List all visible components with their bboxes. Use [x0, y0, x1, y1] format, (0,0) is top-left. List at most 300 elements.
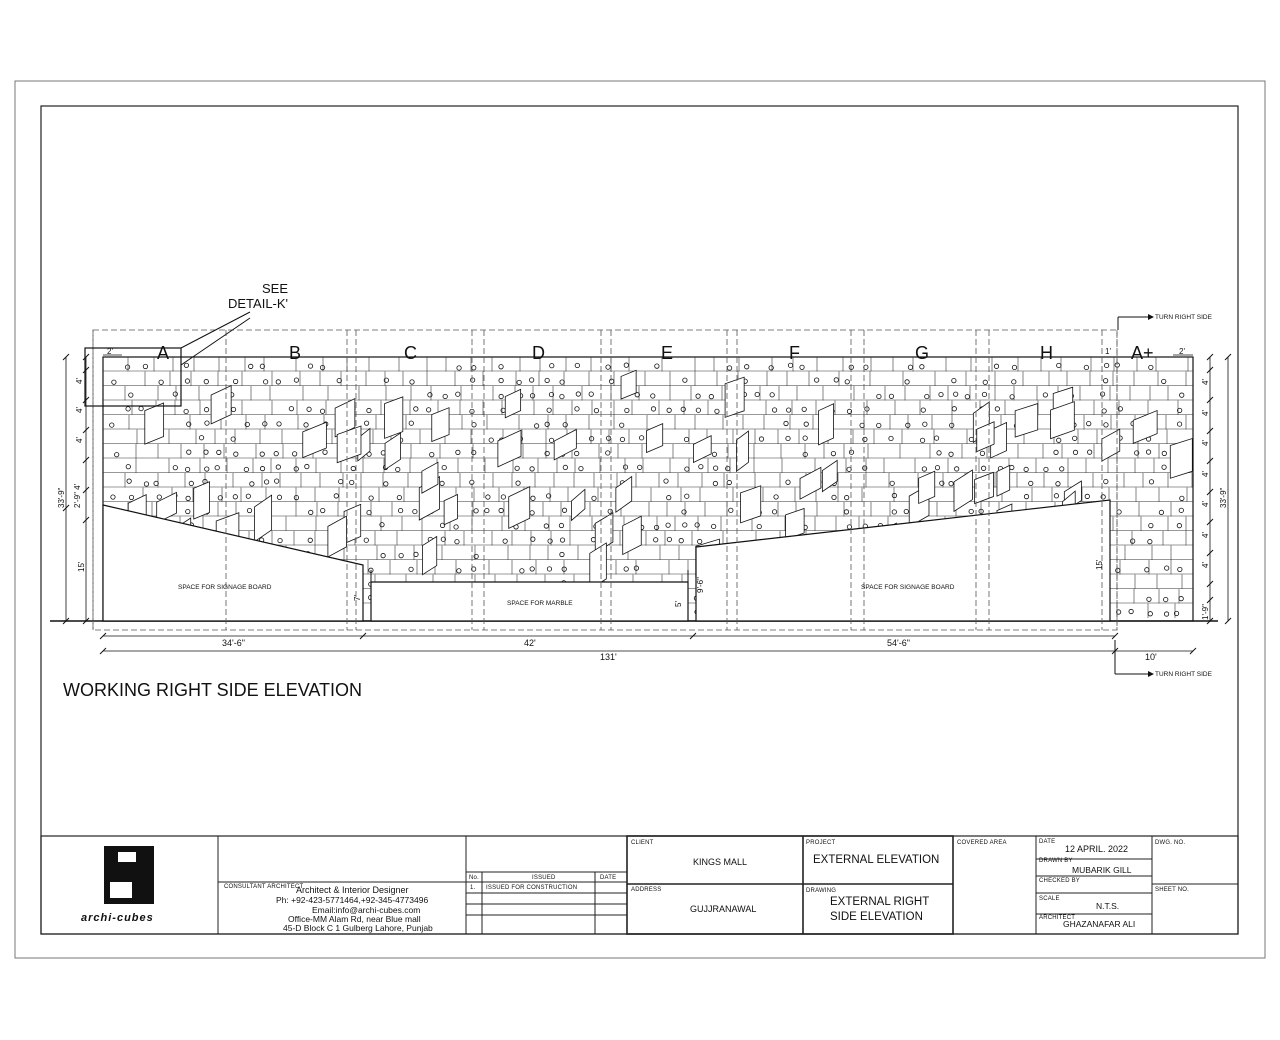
fixing-dot [563, 423, 567, 427]
fixing-dot [426, 408, 430, 412]
fixing-dot [1010, 395, 1014, 399]
dim-right-r2: 4' [1201, 410, 1210, 416]
fixing-dot [904, 509, 908, 513]
grid-label-a: A [157, 343, 170, 363]
fixing-dot [381, 553, 385, 557]
fixing-dot [1024, 467, 1028, 471]
fixing-dot [246, 494, 250, 498]
fixing-dot [560, 380, 564, 384]
fixing-dot [774, 495, 778, 499]
fixing-dot [1162, 451, 1166, 455]
zone-signage-right: SPACE FOR SIGNAGE BOARD [861, 584, 955, 591]
fixing-dot [770, 393, 774, 397]
fixing-dot [234, 452, 238, 456]
feature-panel [1133, 411, 1157, 444]
feature-panel [385, 397, 403, 438]
fixing-dot [545, 451, 549, 455]
fixing-dot [545, 422, 549, 426]
fixing-dot [547, 567, 551, 571]
fixing-dot [339, 479, 343, 483]
fixing-dot [308, 538, 312, 542]
fixing-dot [1087, 450, 1091, 454]
fixing-dot [530, 467, 534, 471]
fixing-dot [278, 538, 282, 542]
fixing-dot [456, 392, 460, 396]
fixing-dot [530, 511, 534, 515]
fixing-dot [667, 408, 671, 412]
feature-panel [328, 516, 347, 557]
fixing-dot [802, 407, 806, 411]
dim-5ft: 5' [674, 601, 683, 607]
fixing-dot [184, 363, 188, 367]
logo-wordmark: archi-cubes [81, 912, 154, 924]
fixing-dot [1164, 597, 1168, 601]
fixing-dot [127, 479, 131, 483]
fixing-dot [1054, 450, 1058, 454]
fixing-dot [800, 365, 804, 369]
fixing-dot [727, 366, 731, 370]
fixing-dot [609, 379, 613, 383]
fixing-dot [981, 466, 985, 470]
fixing-dot [217, 450, 221, 454]
fixing-dot [697, 539, 701, 543]
dim-right-r3: 4' [1201, 440, 1210, 446]
fixing-dot [769, 366, 773, 370]
fixing-dot [1179, 596, 1183, 600]
fixing-dot [844, 510, 848, 514]
dim-left-overall: 33'-9" [57, 487, 66, 508]
project-label: PROJECT [806, 840, 836, 846]
turn-right-top-arrow-icon [1148, 314, 1154, 320]
fixing-dot [545, 378, 549, 382]
fixing-dot [126, 407, 130, 411]
fixing-dot [667, 495, 671, 499]
dwg-no-label: DWG. NO. [1155, 840, 1186, 846]
fixing-dot [1179, 508, 1183, 512]
fixing-dot [726, 466, 730, 470]
feature-panel [432, 408, 449, 442]
fixing-dot [682, 510, 686, 514]
fixing-dot [111, 495, 115, 499]
fixing-dot [1159, 510, 1163, 514]
fixing-dot [574, 451, 578, 455]
fixing-dot [159, 380, 163, 384]
dim-bottom-2: 42' [524, 638, 536, 648]
grid-label-g: G [915, 343, 930, 363]
fixing-dot [832, 495, 836, 499]
fixing-dot [304, 423, 308, 427]
fixing-dot [139, 406, 143, 410]
dim-left-r3: 4' [75, 437, 84, 443]
dim-2ft-left: 2' [107, 347, 113, 356]
fixing-dot [501, 408, 505, 412]
fixing-dot [624, 363, 628, 367]
address-value: GUJJRANAWAL [690, 904, 757, 914]
fixing-dot [520, 569, 524, 573]
callout-leader-2 [181, 318, 250, 365]
rev-header-date: DATE [600, 875, 617, 881]
dim-bottom-3: 54'-6" [887, 638, 910, 648]
fixing-dot [685, 494, 689, 498]
fixing-dot [589, 437, 593, 441]
fixing-dot [1164, 612, 1168, 616]
fixing-dot [277, 495, 281, 499]
fixing-dot [935, 465, 939, 469]
fixing-dot [683, 378, 687, 382]
dim-bottom-total: 131' [600, 652, 617, 662]
fixing-dot [515, 466, 519, 470]
fixing-dot [1117, 510, 1121, 514]
fixing-dot [772, 510, 776, 514]
fixing-dot [863, 437, 867, 441]
fixing-dot [1057, 363, 1061, 367]
fixing-dot [925, 394, 929, 398]
fixing-dot [729, 508, 733, 512]
fixing-dot [367, 510, 371, 514]
fixing-dot [185, 379, 189, 383]
fixing-dot [1148, 612, 1152, 616]
fixing-dot [965, 395, 969, 399]
fixing-dot [397, 495, 401, 499]
fixing-dot [1148, 539, 1152, 543]
fixing-dot [654, 525, 658, 529]
fixing-dot [442, 465, 446, 469]
fixing-dot [940, 481, 944, 485]
fixing-dot [844, 495, 848, 499]
fixing-dot [231, 407, 235, 411]
fixing-dot [624, 567, 628, 571]
dim-7ft: 7' [353, 595, 362, 601]
fixing-dot [489, 438, 493, 442]
grid-label-b: B [289, 343, 302, 363]
fixing-dot [264, 480, 268, 484]
architect-value: GHAZANAFAR ALI [1063, 919, 1136, 929]
feature-panel [725, 377, 744, 417]
feature-panel [444, 495, 457, 525]
fixing-dot [1177, 422, 1181, 426]
fixing-dot [369, 496, 373, 500]
fixing-dot [560, 538, 564, 542]
feature-panel [800, 467, 821, 499]
fixing-dot [804, 422, 808, 426]
fixing-dot [1145, 568, 1149, 572]
fixing-dot [187, 450, 191, 454]
fixing-dot [457, 569, 461, 573]
grid-label-c: C [404, 343, 417, 363]
fixing-dot [173, 392, 177, 396]
fixing-dot [559, 523, 563, 527]
fixing-dot [534, 424, 538, 428]
fixing-dot [414, 407, 418, 411]
fixing-dot [713, 481, 717, 485]
date-label: DATE [1039, 839, 1056, 845]
fixing-dot [953, 392, 957, 396]
fixing-dot [547, 408, 551, 412]
fixing-dot [470, 378, 474, 382]
drawing-value-1: EXTERNAL RIGHT [830, 896, 930, 908]
fixing-dot [696, 408, 700, 412]
fixing-dot [457, 366, 461, 370]
fixing-dot [384, 482, 388, 486]
dim-right-r1: 4' [1201, 379, 1210, 385]
fixing-dot [1044, 467, 1048, 471]
fixing-dot [1054, 494, 1058, 498]
fixing-dot [364, 421, 368, 425]
dim-right-overall: 33'-9" [1219, 487, 1228, 508]
fixing-dot [651, 394, 655, 398]
checked-by-label: CHECKED BY [1039, 878, 1081, 884]
fixing-dot [428, 393, 432, 397]
fixing-dot [980, 451, 984, 455]
fixing-dot [695, 523, 699, 527]
fixing-dot [784, 421, 788, 425]
dim-right-r4: 4' [1201, 471, 1210, 477]
grid-label-a-plus: A+ [1131, 343, 1154, 363]
fixing-dot [908, 365, 912, 369]
fixing-dot [712, 452, 716, 456]
fixing-dot [144, 482, 148, 486]
fixing-dot [1024, 494, 1028, 498]
fixing-dot [185, 467, 189, 471]
fixing-dot [667, 537, 671, 541]
fixing-dot [409, 567, 413, 571]
feature-panel [211, 386, 231, 424]
see-detail-line2: DETAIL-K' [228, 296, 289, 311]
fixing-dot [454, 525, 458, 529]
fixing-dot [934, 436, 938, 440]
drawn-by-label: DRAWN BY [1039, 858, 1073, 864]
fixing-dot [634, 566, 638, 570]
fixing-dot [606, 365, 610, 369]
fixing-dot [474, 554, 478, 558]
fixing-dot [154, 481, 158, 485]
feature-panel [254, 495, 271, 542]
dim-bottom-1: 34'-6" [222, 638, 245, 648]
fixing-dot [563, 465, 567, 469]
fixing-dot [1149, 523, 1153, 527]
fixing-dot [969, 509, 973, 513]
fixing-dot [1087, 421, 1091, 425]
feature-panel [505, 389, 520, 417]
fixing-dot [560, 394, 564, 398]
fixing-dot [757, 524, 761, 528]
fixing-dot [575, 407, 579, 411]
fixing-dot [516, 481, 520, 485]
fixing-dot [715, 409, 719, 413]
fixing-dot [834, 378, 838, 382]
fixing-dot [114, 452, 118, 456]
fixing-dot [472, 423, 476, 427]
grid-label-h: H [1040, 343, 1053, 363]
fixing-dot [517, 380, 521, 384]
fixing-dot [620, 423, 624, 427]
fixing-dot [638, 465, 642, 469]
signage-opening-right [696, 500, 1110, 621]
fixing-dot [409, 421, 413, 425]
fixing-dot [499, 508, 503, 512]
fixing-dot [499, 394, 503, 398]
fixing-dot [623, 465, 627, 469]
fixing-dot [530, 567, 534, 571]
fixing-dot [576, 392, 580, 396]
fixing-dot [699, 464, 703, 468]
feature-panel [646, 424, 662, 453]
fixing-dot [1104, 363, 1108, 367]
fixing-dot [443, 394, 447, 398]
fixing-dot [247, 508, 251, 512]
feature-panel [498, 430, 521, 467]
fixing-dot [351, 466, 355, 470]
fixing-dot [1180, 393, 1184, 397]
fixing-dot [1010, 465, 1014, 469]
fixing-dot [277, 422, 281, 426]
fixing-dot [620, 437, 624, 441]
feature-panel [554, 429, 576, 459]
fixing-dot [157, 495, 161, 499]
fixing-dot [292, 452, 296, 456]
fixing-dot [727, 480, 731, 484]
fixing-dot [1012, 380, 1016, 384]
project-value: EXTERNAL ELEVATION [813, 854, 940, 866]
see-detail-line1: SEE [262, 281, 289, 296]
fixing-dot [849, 450, 853, 454]
fixing-dot [189, 481, 193, 485]
fixing-dot [639, 436, 643, 440]
fixing-dot [814, 378, 818, 382]
rev-row-1-issued: ISSUED FOR CONSTRUCTION [486, 885, 578, 891]
feature-panel [954, 470, 972, 511]
fixing-dot [309, 510, 313, 514]
fixing-dot [274, 479, 278, 483]
fixing-dot [308, 364, 312, 368]
fixing-dot [625, 408, 629, 412]
fixing-dot [550, 364, 554, 368]
fixing-dot [759, 437, 763, 441]
fixing-dot [1084, 365, 1088, 369]
fixing-dot [890, 481, 894, 485]
fixing-dot [260, 452, 264, 456]
drawing-label: DRAWING [806, 888, 837, 894]
fixing-dot [921, 408, 925, 412]
fixing-dot [380, 522, 384, 526]
fixing-dot [889, 394, 893, 398]
feature-panel [621, 370, 636, 399]
dim-right-r7: 4' [1201, 562, 1210, 568]
dim-left-lower: 15' [77, 561, 86, 572]
fixing-dot [364, 538, 368, 542]
date-value: 12 APRIL. 2022 [1065, 844, 1129, 854]
fixing-dot [367, 408, 371, 412]
fixing-dot [544, 524, 548, 528]
fixing-dot [456, 450, 460, 454]
fixing-dot [129, 495, 133, 499]
fixing-dot [1147, 597, 1151, 601]
consultant-label: CONSULTANT ARCHITECT [224, 884, 304, 890]
feature-panel [145, 403, 164, 444]
feature-panel [736, 431, 748, 471]
fixing-dot [949, 452, 953, 456]
fixing-dot [260, 466, 264, 470]
fixing-dot [562, 508, 566, 512]
feature-panel [1015, 404, 1038, 438]
fixing-dot [294, 495, 298, 499]
fixing-dot [205, 467, 209, 471]
fixing-dot [250, 482, 254, 486]
fixing-dot [501, 495, 505, 499]
dim-2ft-right: 2' [1179, 347, 1185, 356]
fixing-dot [396, 467, 400, 471]
feature-panel [385, 433, 400, 469]
fixing-dot [499, 378, 503, 382]
fixing-dot [892, 510, 896, 514]
fixing-dot [683, 523, 687, 527]
fixing-dot [1012, 365, 1016, 369]
consultant-office-1: Office-MM Alam Rd, near Blue mall [288, 914, 421, 924]
fixing-dot [204, 450, 208, 454]
fixing-dot [485, 508, 489, 512]
fixing-dot [503, 539, 507, 543]
fixing-dot [1073, 450, 1077, 454]
fixing-dot [679, 538, 683, 542]
fixing-dot [199, 436, 203, 440]
fixing-dot [654, 538, 658, 542]
turn-right-bottom-label: TURN RIGHT SIDE [1155, 671, 1212, 678]
fixing-dot [845, 380, 849, 384]
fixing-dot [307, 407, 311, 411]
feature-panel [616, 477, 632, 513]
sheet-no-label: SHEET NO. [1155, 887, 1190, 893]
grid-label-f: F [789, 343, 800, 363]
rev-header-issued: ISSUED [532, 875, 556, 881]
fixing-dot [560, 552, 564, 556]
fixing-dot [994, 364, 998, 368]
rev-row-1-no: 1. [470, 885, 476, 891]
fixing-dot [430, 452, 434, 456]
fixing-dot [995, 407, 999, 411]
fixing-dot [923, 422, 927, 426]
fixing-dot [982, 392, 986, 396]
fixing-dot [320, 365, 324, 369]
fixing-dot [803, 436, 807, 440]
fixing-dot [125, 365, 129, 369]
dim-9ft6: 9'-6" [696, 577, 705, 593]
fixing-dot [289, 406, 293, 410]
fixing-dot [548, 539, 552, 543]
fixing-dot [233, 379, 237, 383]
fixing-dot [983, 380, 987, 384]
fixing-dot [263, 380, 267, 384]
archi-cubes-logo-icon [100, 846, 156, 908]
fixing-dot [592, 496, 596, 500]
fixing-dot [755, 392, 759, 396]
fixing-dot [1060, 467, 1064, 471]
fixing-dot [1162, 465, 1166, 469]
feature-panel [919, 471, 935, 503]
fixing-dot [350, 480, 354, 484]
drawing-value-2: SIDE ELEVATION [830, 911, 923, 923]
fixing-dot [655, 364, 659, 368]
fixing-dot [1104, 479, 1108, 483]
fixing-dot [1085, 494, 1089, 498]
fixing-dot [244, 467, 248, 471]
dim-left-r2: 4' [75, 407, 84, 413]
grid-letters [157, 343, 1154, 363]
fixing-dot [606, 436, 610, 440]
architect-label: ARCHITECT [1039, 915, 1076, 921]
fixing-dot [606, 451, 610, 455]
fixing-dot [1100, 392, 1104, 396]
client-value: KINGS MALL [693, 857, 748, 867]
